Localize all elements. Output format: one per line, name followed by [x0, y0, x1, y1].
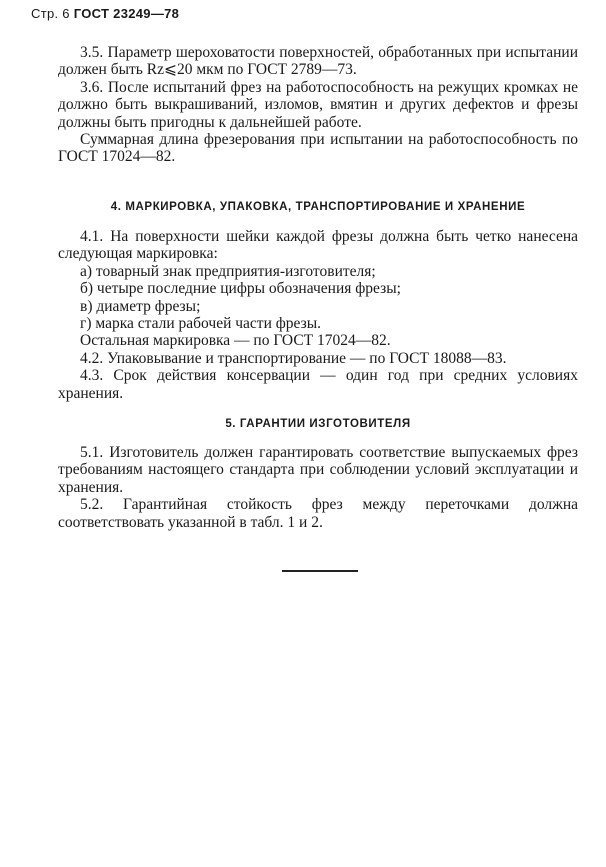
- list-item: г) марка стали рабочей части фрезы.: [80, 315, 322, 333]
- list-item: в) диаметр фрезы;: [80, 297, 201, 315]
- paragraph-total-length: Суммарная длина фрезерования при испытании на работоспособность по ГОСТ 17024—82.: [58, 131, 578, 166]
- list-item: б) четыре последние цифры обозначения фрезы;: [80, 280, 401, 298]
- paragraph-4-3: 4.3. Срок действия консервации — один год при средних условиях хранения.: [58, 367, 578, 402]
- section-4-body: [58, 228, 578, 402]
- paragraph-4-1: 4.1. На поверхности шейки каждой фрезы должна быть четко нанесена следующая маркировка:: [58, 228, 578, 263]
- end-rule: [282, 570, 358, 572]
- paragraph-3-6: 3.6. После испытаний фрез на работоспособность на режущих кромках не должно быть выкрашиваний, изломов, вмятин и других дефектов и фрезы должны быть пригодны к дальнейшей работе.: [58, 78, 578, 131]
- paragraph-5-2: 5.2. Гарантийная стойкость фрез между переточками должна соответствовать указанной в табл. 1 и 2.: [58, 496, 578, 531]
- section-5-body: [58, 444, 578, 531]
- page-number: Стр. 6: [31, 6, 70, 21]
- paragraph-3-5: 3.5. Параметр шероховатости поверхностей, обработанных при испытании должен быть Rz⩽20 мкм по ГОСТ 2789—73.: [58, 44, 578, 79]
- standard-number: ГОСТ 23249—78: [73, 6, 180, 21]
- paragraph-5-1: 5.1. Изготовитель должен гарантировать соответствие выпускаемых фрез требованиям настоящего стандарта при соблюдении условий эксплуатации и хранения.: [58, 444, 578, 496]
- page-header: [31, 6, 179, 21]
- paragraph-other-marking: Остальная маркировка — по ГОСТ 17024—82.: [80, 332, 391, 350]
- paragraph-4-2: 4.2. Упаковывание и транспортирование — по ГОСТ 18088—83.: [80, 349, 507, 367]
- section-5-title: 5. ГАРАНТИИ ИЗГОТОВИТЕЛЯ: [225, 418, 411, 430]
- list-item: а) товарный знак предприятия-изготовителя;: [80, 262, 376, 280]
- section-3-continuation: [58, 44, 578, 166]
- section-4-title: 4. МАРКИРОВКА, УПАКОВКА, ТРАНСПОРТИРОВАНИЕ И ХРАНЕНИЕ: [110, 201, 526, 213]
